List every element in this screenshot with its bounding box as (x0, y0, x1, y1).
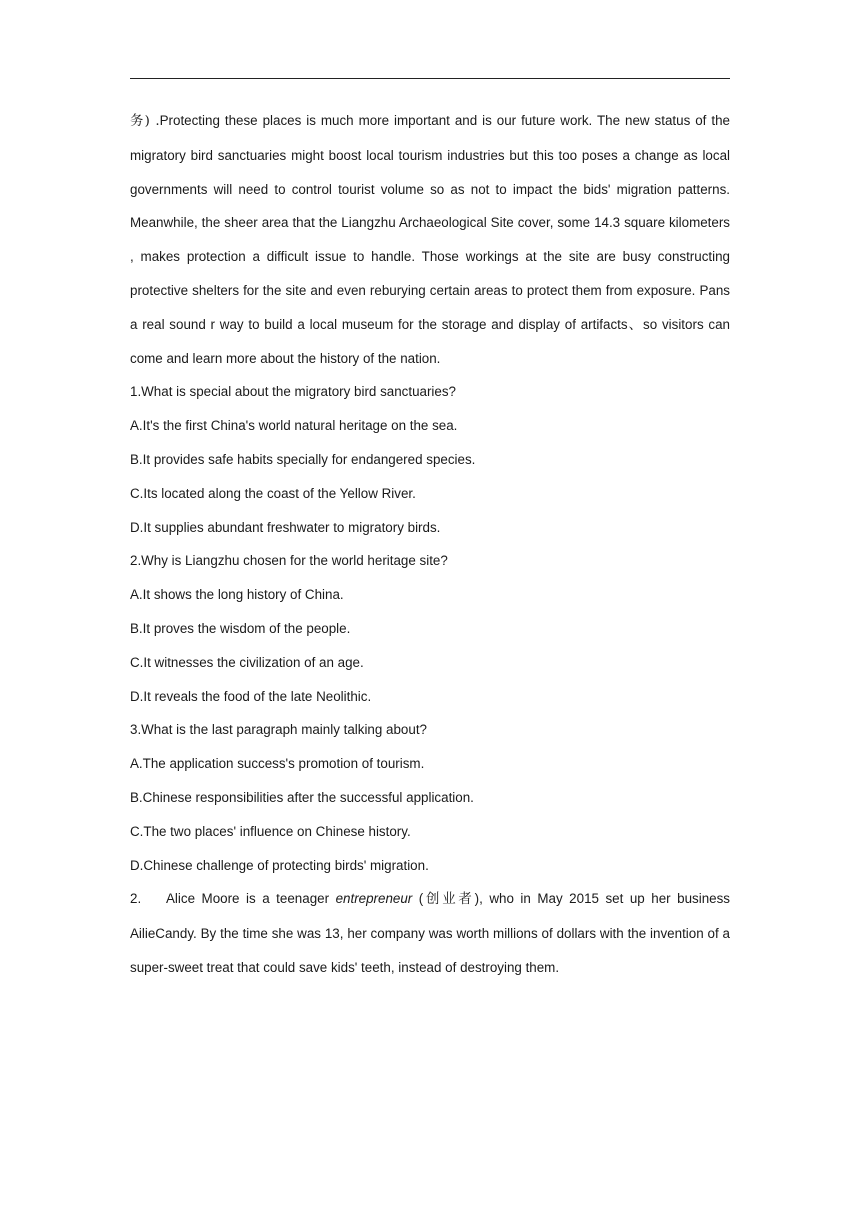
question-2-option-c: C.It witnesses the civilization of an age. (130, 654, 364, 670)
question-1: 1.What is special about the migratory bird sanctuaries? (130, 384, 456, 400)
question-1-option-a: A.It's the first China's world natural heritage on the sea. (130, 418, 458, 434)
question-1-option-b: B.It provides safe habits specially for endangered species. (130, 451, 476, 467)
question-3-option-c: C.The two places' influence on Chinese history. (130, 823, 411, 839)
passage-2-term: entrepreneur (335, 891, 413, 907)
question-1-option-c: C.Its located along the coast of the Yellow River. (130, 485, 416, 501)
question-2-option-b: B.It proves the wisdom of the people. (130, 620, 351, 636)
passage-2-text-before: Alice Moore is a teenager (166, 891, 336, 907)
question-2: 2.Why is Liangzhu chosen for the world heritage site? (130, 553, 448, 569)
passage-2-gloss: 创业者 (423, 892, 475, 908)
question-2-option-d: D.It reveals the food of the late Neolithic. (130, 688, 372, 704)
question-2-option-a: A.It shows the long history of China. (130, 587, 344, 603)
question-3-option-d: D.Chinese challenge of protecting birds' migration. (130, 857, 429, 873)
page-content (130, 104, 730, 985)
passage-2-gloss-open: ( (412, 891, 424, 907)
question-3-option-a: A.The application success's promotion of tourism. (130, 756, 425, 772)
passage-continuation (130, 104, 730, 375)
passage-prefix: 务) . (130, 114, 160, 129)
passage-2-text-after: ), who in May 2015 set up her business AilieCandy. By the time she was 13, her company was worth millions of dollars with the invention of a super-sweet treat that could save kids' teeth, instead of destroying them. (130, 891, 731, 975)
question-3: 3.What is the last paragraph mainly talking about? (130, 722, 427, 738)
header-rule (130, 78, 730, 79)
question-1-option-d: D.It supplies abundant freshwater to migratory birds. (130, 519, 441, 535)
question-3-option-b: B.Chinese responsibilities after the successful application. (130, 789, 474, 805)
passage-2-number: 2. (130, 891, 142, 907)
passage-2 (130, 882, 730, 984)
passage-text: Protecting these places is much more important and is our future work. The new status of the migratory bird sanctuaries might boost local tourism industries but this too poses a change as local governments will need to control tourist volume so as not to impact the bids' migration patterns. Meanwhile, the sheer area that the Liangzhu Archaeological Site cover, some 14.3 square kilometers , makes protection a difficult issue to handle. Those workings at the site are busy constructing protective shelters for the site and even reburying certain areas to protect them from exposure. Pans a real sound r way to build a local museum for the storage and display of artifacts、so visitors can come and learn more about the history of the nation. (130, 113, 730, 366)
